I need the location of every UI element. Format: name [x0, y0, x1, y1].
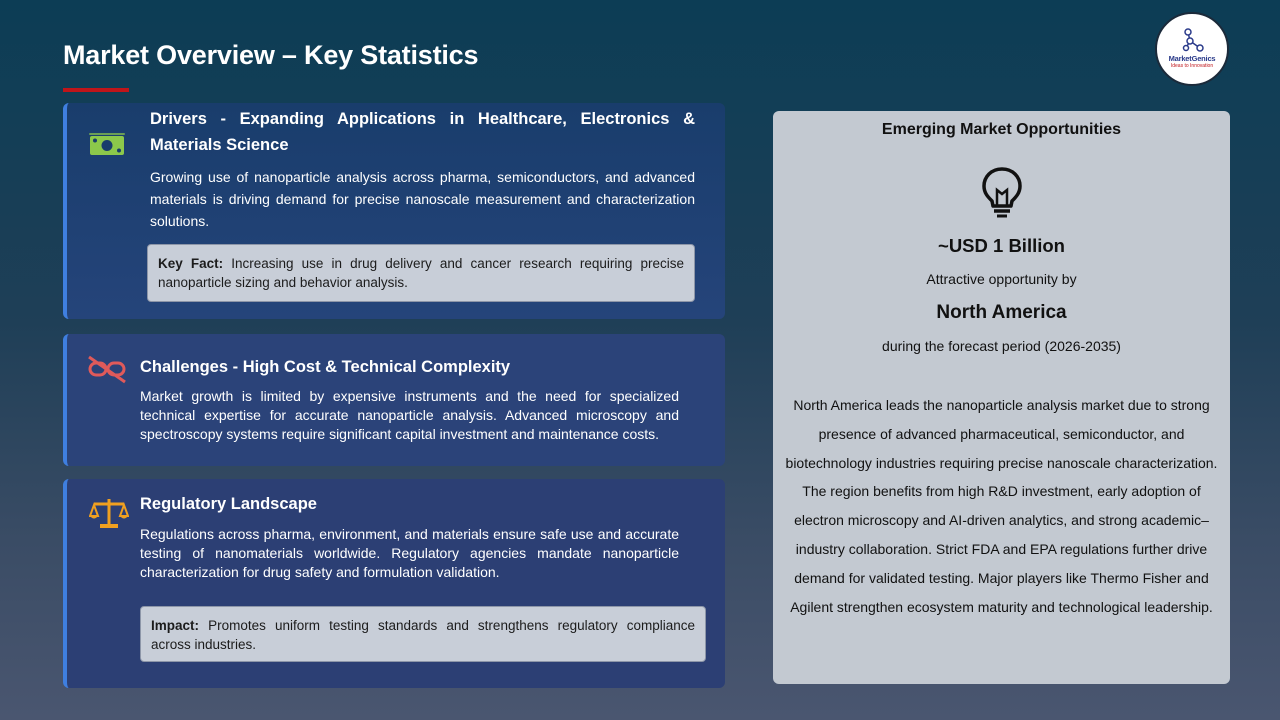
- challenges-heading: Challenges - High Cost & Technical Complexity: [140, 358, 511, 376]
- drivers-card: [63, 103, 725, 319]
- opportunity-panel: [773, 111, 1230, 684]
- scales-icon: [89, 496, 129, 530]
- money-icon: [89, 133, 125, 157]
- opportunity-region: North America: [936, 302, 1067, 323]
- key-fact-text: Increasing use in drug delivery and cancer research requiring precise nanoparticle sizing and behavior analysis.: [158, 256, 684, 290]
- regulatory-heading: Regulatory Landscape: [140, 495, 317, 513]
- key-fact-label: Key Fact:: [158, 256, 224, 271]
- page-title: Market Overview – Key Statistics: [63, 40, 479, 70]
- key-fact-box: [147, 244, 695, 302]
- impact-box: [140, 606, 706, 662]
- impact-label: Impact:: [151, 618, 200, 633]
- opportunity-value: ~USD 1 Billion: [938, 235, 1065, 256]
- opportunity-sub: Attractive opportunity by: [926, 271, 1077, 287]
- regulatory-card: [63, 479, 725, 688]
- molecule-logo-icon: [1182, 28, 1204, 52]
- title-underline: [63, 88, 129, 92]
- opportunity-period: during the forecast period (2026-2035): [882, 338, 1121, 354]
- broken-link-icon: [87, 354, 127, 384]
- lightbulb-icon: [980, 166, 1024, 218]
- logo: [1155, 12, 1229, 86]
- impact-text: Promotes uniform testing standards and strengthens regulatory compliance across industries.: [151, 618, 695, 652]
- regulatory-text: Regulations across pharma, environment, and materials ensure safe use and accurate testing of nanomaterials worldwide. Regulatory agencies mandate nanoparticle characterization for drug safety and formulation validation.: [140, 526, 679, 580]
- drivers-text: Growing use of nanoparticle analysis across pharma, semiconductors, and advanced materials is driving demand for precise nanoscale measurement and characterization solutions.: [150, 169, 695, 229]
- challenges-card: [63, 334, 725, 466]
- logo-tagline: Ideas to Innovation: [1170, 63, 1214, 69]
- logo-name: MarketGenics: [1168, 54, 1216, 63]
- drivers-heading: Drivers - Expanding Applications in Healthcare, Electronics & Materials Science: [150, 110, 695, 154]
- opportunity-description: North America leads the nanoparticle analysis market due to strong presence of advanced pharmaceutical, semiconductor, and biotechnology industries requiring precise nanoscale characterization. The region benefits from high R&D investment, early adoption of electron microscopy and AI-driven analytics, and strong academic–industry collaboration. Strict FDA and EPA regulations further drive demand for validated testing. Major players like Thermo Fisher and Agilent strengthen ecosystem maturity and technological leadership.: [785, 397, 1218, 615]
- challenges-text: Market growth is limited by expensive instruments and the need for specialized technical expertise for accurate nanoparticle analysis. Advanced microscopy and spectroscopy systems require significant capital investment and maintenance costs.: [140, 388, 679, 442]
- opportunity-heading: Emerging Market Opportunities: [881, 121, 1122, 138]
